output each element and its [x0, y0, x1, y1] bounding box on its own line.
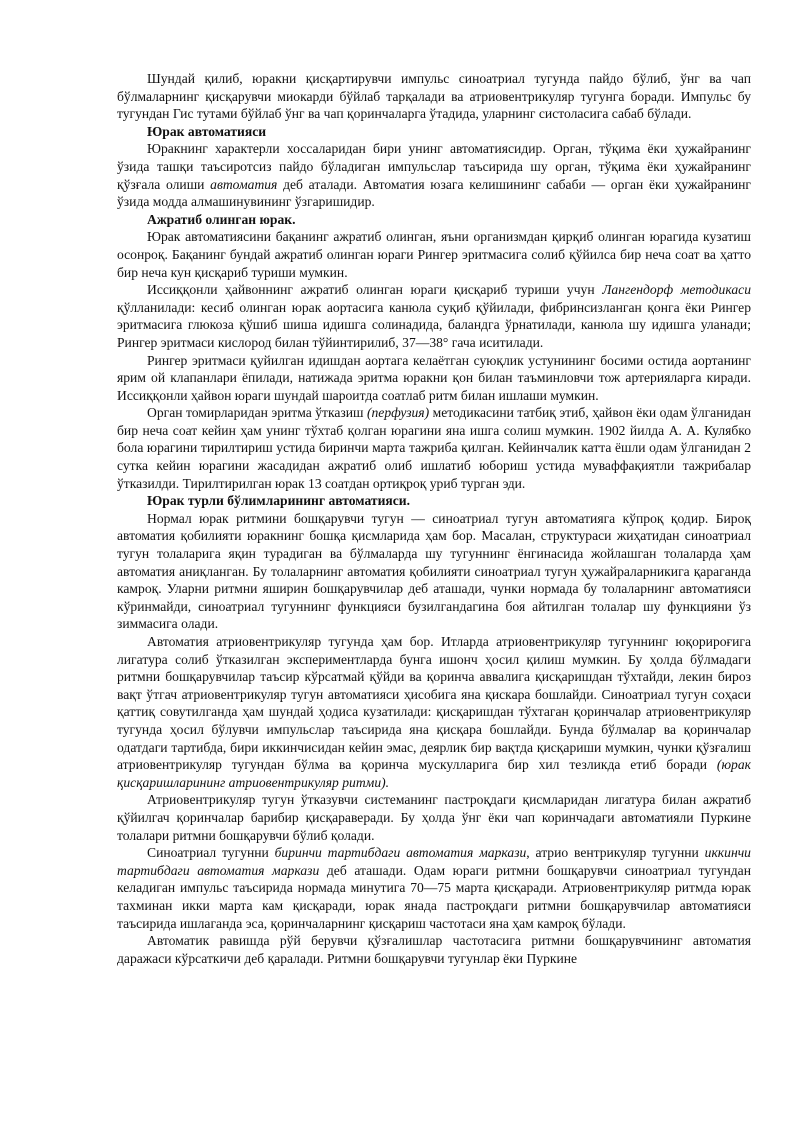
italic-term: биринчи тартибдаги автоматия маркази [274, 845, 527, 861]
text-run: Орган томирларидан эритма ўтказиш [147, 405, 367, 421]
body-paragraph [117, 281, 751, 351]
body-paragraph [117, 791, 751, 844]
text-run: деб аталади. Автоматия юзага келишининг сабаби — орган ёки ҳужайранинг ўзида модда алмашинувининг ўзгаришидир. [117, 176, 751, 210]
text-run: , атрио вентрикуляр тугунни [526, 845, 705, 861]
text-run: Шундай қилиб, юракни қисқартирувчи импульс синоатриал тугунда пайдо бўлиб, ўнг ва чап бўлмаларнинг қисқарувчи миокарди бўйлаб тарқалади ва атриовентрикуляр тугунга боради. Импульс бу тугундан Гис тутами бўйлаб ўнг ва чап қоринчаларга ўтадида, уларнинг систоласига сабаб бўлади. [117, 71, 751, 122]
italic-term: Лангендорф методикаси [602, 282, 751, 298]
italic-term: (перфузия) [366, 405, 430, 421]
text-run: Иссиққонли ҳайвоннинг ажратиб олинган юраги қисқариб туриши учун [147, 282, 603, 298]
text-run: методикасини татбиқ этиб, ҳайвон ёки одам ўлганидан бир неча соат кейин ҳам унинг тўхтаб қолган юрагини яна ишга солиш мумкин. 1902 йилда А. А. Кулябко бола юрагини тирилтириш устида биринчи марта тажриба қилган. Кейинчалик катта ёшли одам ўлганидан 2 сутка кейин юрагини жасадидан ажратиб олиб ишлатиб юбориш устида муваффақиятли тажрибалар ўтказилди. Тирилтирилган юрак 13 соатдан ортиқроқ уриб турган эди. [117, 405, 751, 491]
body-paragraph [117, 70, 751, 123]
text-run: деб аташади. Одам юраги ритмни бошқарувчи синоатриал тугундан келадиган импульс таъсирида нормада минутига 70—75 марта қисқаради. Атриовентрикуляр ритмда юрак тахминан икки марта кам қисқаради, юрак янада пастроқдаги ритмни бошқарувчилар автоматияси таъсирида ишлаганда эса, қоринчаларнинг қисқариш частотаси яна ҳам камроқ бўлади. [117, 862, 751, 931]
text-run: Автоматик равишда рўй берувчи қўзғалишлар частотасига ритмни бошқарувчининг автоматия даражаси кўрсаткичи деб қаралади. Ритмни бошқарувчи тугунлар ёки Пуркине [117, 933, 751, 966]
body-paragraph [117, 510, 751, 633]
body-paragraph [117, 633, 751, 791]
section-heading [117, 211, 751, 229]
text-run: Синоатриал тугунни [147, 845, 275, 861]
text-run: Атриовентрикуляр тугун ўтказувчи системанинг пастроқдаги қисмларидан лигатура билан ажратиб қўйилгач қоринчалар барибир қисқараверади. Бу ҳолда ўнг ёки чап коринчадаги автоматияли Пуркине толалари ритмни бошқарувчи бўлиб қолади. [117, 792, 751, 843]
text-run: қўлланилади: кесиб олинган юрак аортасига канюла суқиб қўйилади, фибринсизланган қонга ёки Рингер эритмасига глюкоза қўшиб шиша идишга солинадида, баландга ўрнатилади, канюла шу идишга уланади; Рингер эритмаси кислород билан тўйинтирилиб, 37—38° гача иситилади. [117, 299, 751, 350]
document-page [117, 70, 751, 967]
text-run: Ажратиб олинган юрак. [147, 211, 296, 227]
body-paragraph [117, 228, 751, 281]
body-paragraph [117, 140, 751, 210]
italic-term: (юрак қисқаришларининг атриовентрикуляр ритми). [117, 757, 751, 790]
body-paragraph [117, 844, 751, 932]
body-paragraph [117, 932, 751, 967]
text-run: Юрак турли бўлимларининг автоматияси. [147, 493, 411, 509]
body-paragraph [117, 352, 751, 405]
section-heading [117, 492, 751, 510]
text-run: Юрак автоматияси [147, 123, 267, 139]
text-run: Рингер эритмаси қуйилган идишдан аортага келаётган суюқлик устунининг босими остида аортанинг ярим ой клапанлари ёпилади, натижада эритма юракни қон билан таъминловчи тож артерияларга киради. Иссиққонли ҳайвон юраги шундай шароитда соатлаб ритм билан ишлаши мумкин. [117, 352, 751, 403]
text-run: Автоматия атриовентрикуляр тугунда ҳам бор. Итларда атриовентрикуляр тугуннинг юқорироғига лигатура солиб ўтказилган экспериментларда бунга ишонч ҳосил қилиш мумкин. Бу ҳолда бўлмадаги ритмни бошқарувчилар таъсир кўрсатмай қўйди ва қоринча аввалига қисқаришдан тўхтайди, лекин бироз вақт ўтгач атриовентрикуляр тугун автоматияси ҳисобига яна қискара бошлайди. Синоатриал тугун соҳаси қаттиқ совутилганда ҳам шундай ҳодиса кузатилади: қисқаришдан тўхтаган қоринчалар атриовентрикуляр тугунда ҳосил бўлувчи импульслар таъсирида яна қисқара бошлайди. Бунда бўлмалар ва қоринчалар одатдаги тартибда, бири иккинчисидан кейин эмас, деярлик бир вақтда қисқариши мумкин, чунки қўзғалиш атриовентрикуляр тугундан бўлма ва қоринча мускулларига бир хил тезликда етиб боради [117, 634, 751, 773]
text-run: Юрак автоматиясини бақанинг ажратиб олинган, яъни организмдан қирқиб олинган юрагида кузатиш осонроқ. Бақанинг бундай ажратиб олинган юраги Рингер эритмасига солиб қўйилса бир неча соат ва ҳатто бир неча кун қисқариб туриши мумкин. [117, 229, 751, 280]
section-heading [117, 123, 751, 141]
italic-term: автоматия [210, 176, 278, 192]
italic-term: иккинчи тартибдаги автоматия маркази [117, 845, 751, 878]
body-paragraph [117, 404, 751, 492]
text-run: Юракнинг характерли хоссаларидан бири унинг автоматиясидир. Орган, тўқима ёки ҳужайранинг ўзида ташқи таъсиротсиз пайдо бўладиган импульслар таъсирида шу орган, тўқима ёки ҳужайранинг қўзғала олиши [117, 141, 751, 192]
text-run: Нормал юрак ритмини бошқарувчи тугун — синоатриал тугун автоматияга кўпроқ қодир. Бироқ автоматия қобилияти юракнинг бошқа қисмларида ҳам бор. Масалан, структураси жиҳатидан синоатриал тугун толаларига яқин турадиган ва бўлмаларда шу тугуннинг ёнгинасида жойлашган толаларда ҳам автоматия аниқланган. Бу толаларнинг автоматия қобилияти синоатриал тугун ҳужайраларникига қараганда камроқ. Уларни ритмни яширин бошқарувчилар деб аташади, чунки нормада бу толаларнинг автоматияси кўринмайди, синоатриал тугуннинг функцияси бузилгандагина боя айтилган толалар шу функцияни ўз зиммасига олади. [117, 510, 751, 632]
